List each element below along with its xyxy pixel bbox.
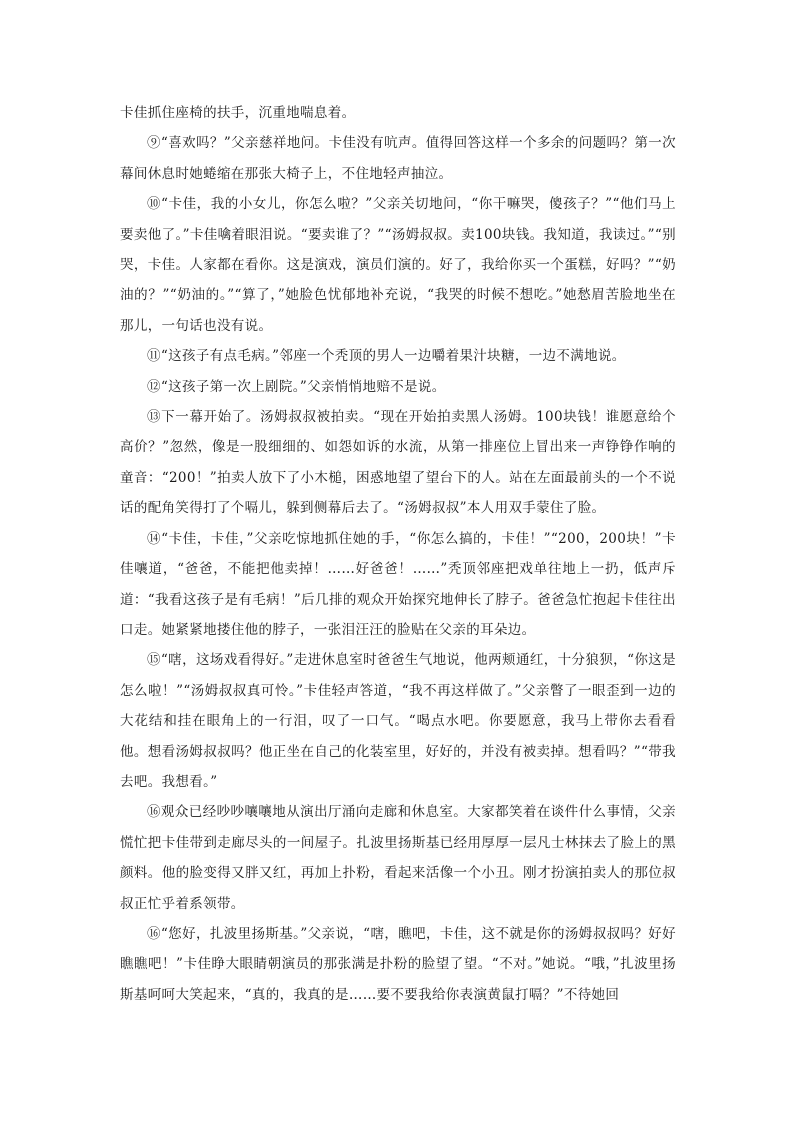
paragraph-9: ⑨“喜欢吗？”父亲慈祥地问。卡佳没有吭声。值得回答这样一个多余的问题吗？第一次幕间休息时她蜷缩在那张大椅子上，不住地轻声抽泣。	[120, 135, 676, 182]
document-page	[120, 98, 676, 1010]
paragraph-16a: ⑯观众已经吵吵嚷嚷地从演出厅涌向走廊和休息室。大家都笑着在谈件什么事情，父亲慌忙把卡佳带到走廊尽头的一间屋子。扎波里扬斯基已经用厚厚一层凡士林抹去了脸上的黑颜料。他的脸变得又胖又红，再加上扑粉，看起来活像一个小丑。刚才扮演拍卖人的那位叔叔正忙乎着系领带。	[120, 804, 676, 912]
paragraph-continuation: 卡佳抓住座椅的扶手，沉重地喘息着。	[120, 105, 356, 121]
paragraph-14: ⑭“卡佳，卡佳，”父亲吃惊地抓住她的手，“你怎么搞的，卡佳！”“200，200块！”卡佳嚷道，“爸爸，不能把他卖掉！……好爸爸！……”秃顶邻座把戏单往地上一扔，低声斥道：“我看这孩子是有毛病！”后几排的观众开始探究地伸长了脖子。爸爸急忙抱起卡佳往出口走。她紧紧地搂住他的脖子，一张泪汪汪的脸贴在父亲的耳朵边。	[120, 530, 676, 638]
paragraph-12: ⑫“这孩子第一次上剧院。”父亲悄悄地赔不是说。	[147, 378, 446, 395]
paragraph-10: ⑩“卡佳，我的小女儿，你怎么啦？”父亲关切地问，“你干嘛哭，傻孩子？”“他们马上要卖他了。”卡佳噙着眼泪说。“要卖谁了？”“汤姆叔叔。卖100块钱。我知道，我读过。”“别哭，卡佳。人家都在看你。这是演戏，演员们演的。好了，我给你买一个蛋糕，好吗？”“奶油的？”“奶油的。”“算了，”她脸色忧郁地补充说，“我哭的时候不想吃。”她愁眉苦脸地坐在那儿，一句话也没有说。	[120, 196, 676, 334]
paragraph-13: ⑬下一幕开始了。汤姆叔叔被拍卖。“现在开始拍卖黑人汤姆。100块钱！谁愿意给个高价？”忽然，像是一股细细的、如怨如诉的水流，从第一排座位上冒出来一声铮铮作响的童音：“200！”拍卖人放下了小木槌，困惑地望了望台下的人。站在左面最前头的一个不说话的配角笑得打了个嗝儿，躲到侧幕后去了。“汤姆叔叔”本人用双手蒙住了脸。	[120, 409, 676, 517]
paragraph-15: ⑮“嗐，这场戏看得好。”走进休息室时爸爸生气地说，他两颊通红，十分狼狈，“你这是怎么啦！”“汤姆叔叔真可怜。”卡佳轻声答道，“我不再这样做了。”父亲瞥了一眼歪到一边的大花结和挂在眼角上的一行泪，叹了一口气。“喝点水吧。你要愿意，我马上带你去看看他。想看汤姆叔叔吗？他正坐在自己的化装室里，好好的，并没有被卖掉。想看吗？”“带我去吧。我想看。”	[120, 652, 676, 790]
paragraph-11: ⑪“这孩子有点毛病。”邻座一个秃顶的男人一边嚼着果汁块糖，一边不满地说。	[147, 348, 626, 365]
paragraph-16b: ⑯“您好，扎波里扬斯基。”父亲说，“嗐，瞧吧，卡佳，这不就是你的汤姆叔叔吗？好好瞧瞧吧！”卡佳睁大眼睛朝演员的那张满是扑粉的脸望了望。“不对。”她说。“哦，”扎波里扬斯基呵呵大笑起来，“真的，我真的是……要不要我给你表演黄鼠打嗝？”不待她回	[120, 925, 676, 1003]
